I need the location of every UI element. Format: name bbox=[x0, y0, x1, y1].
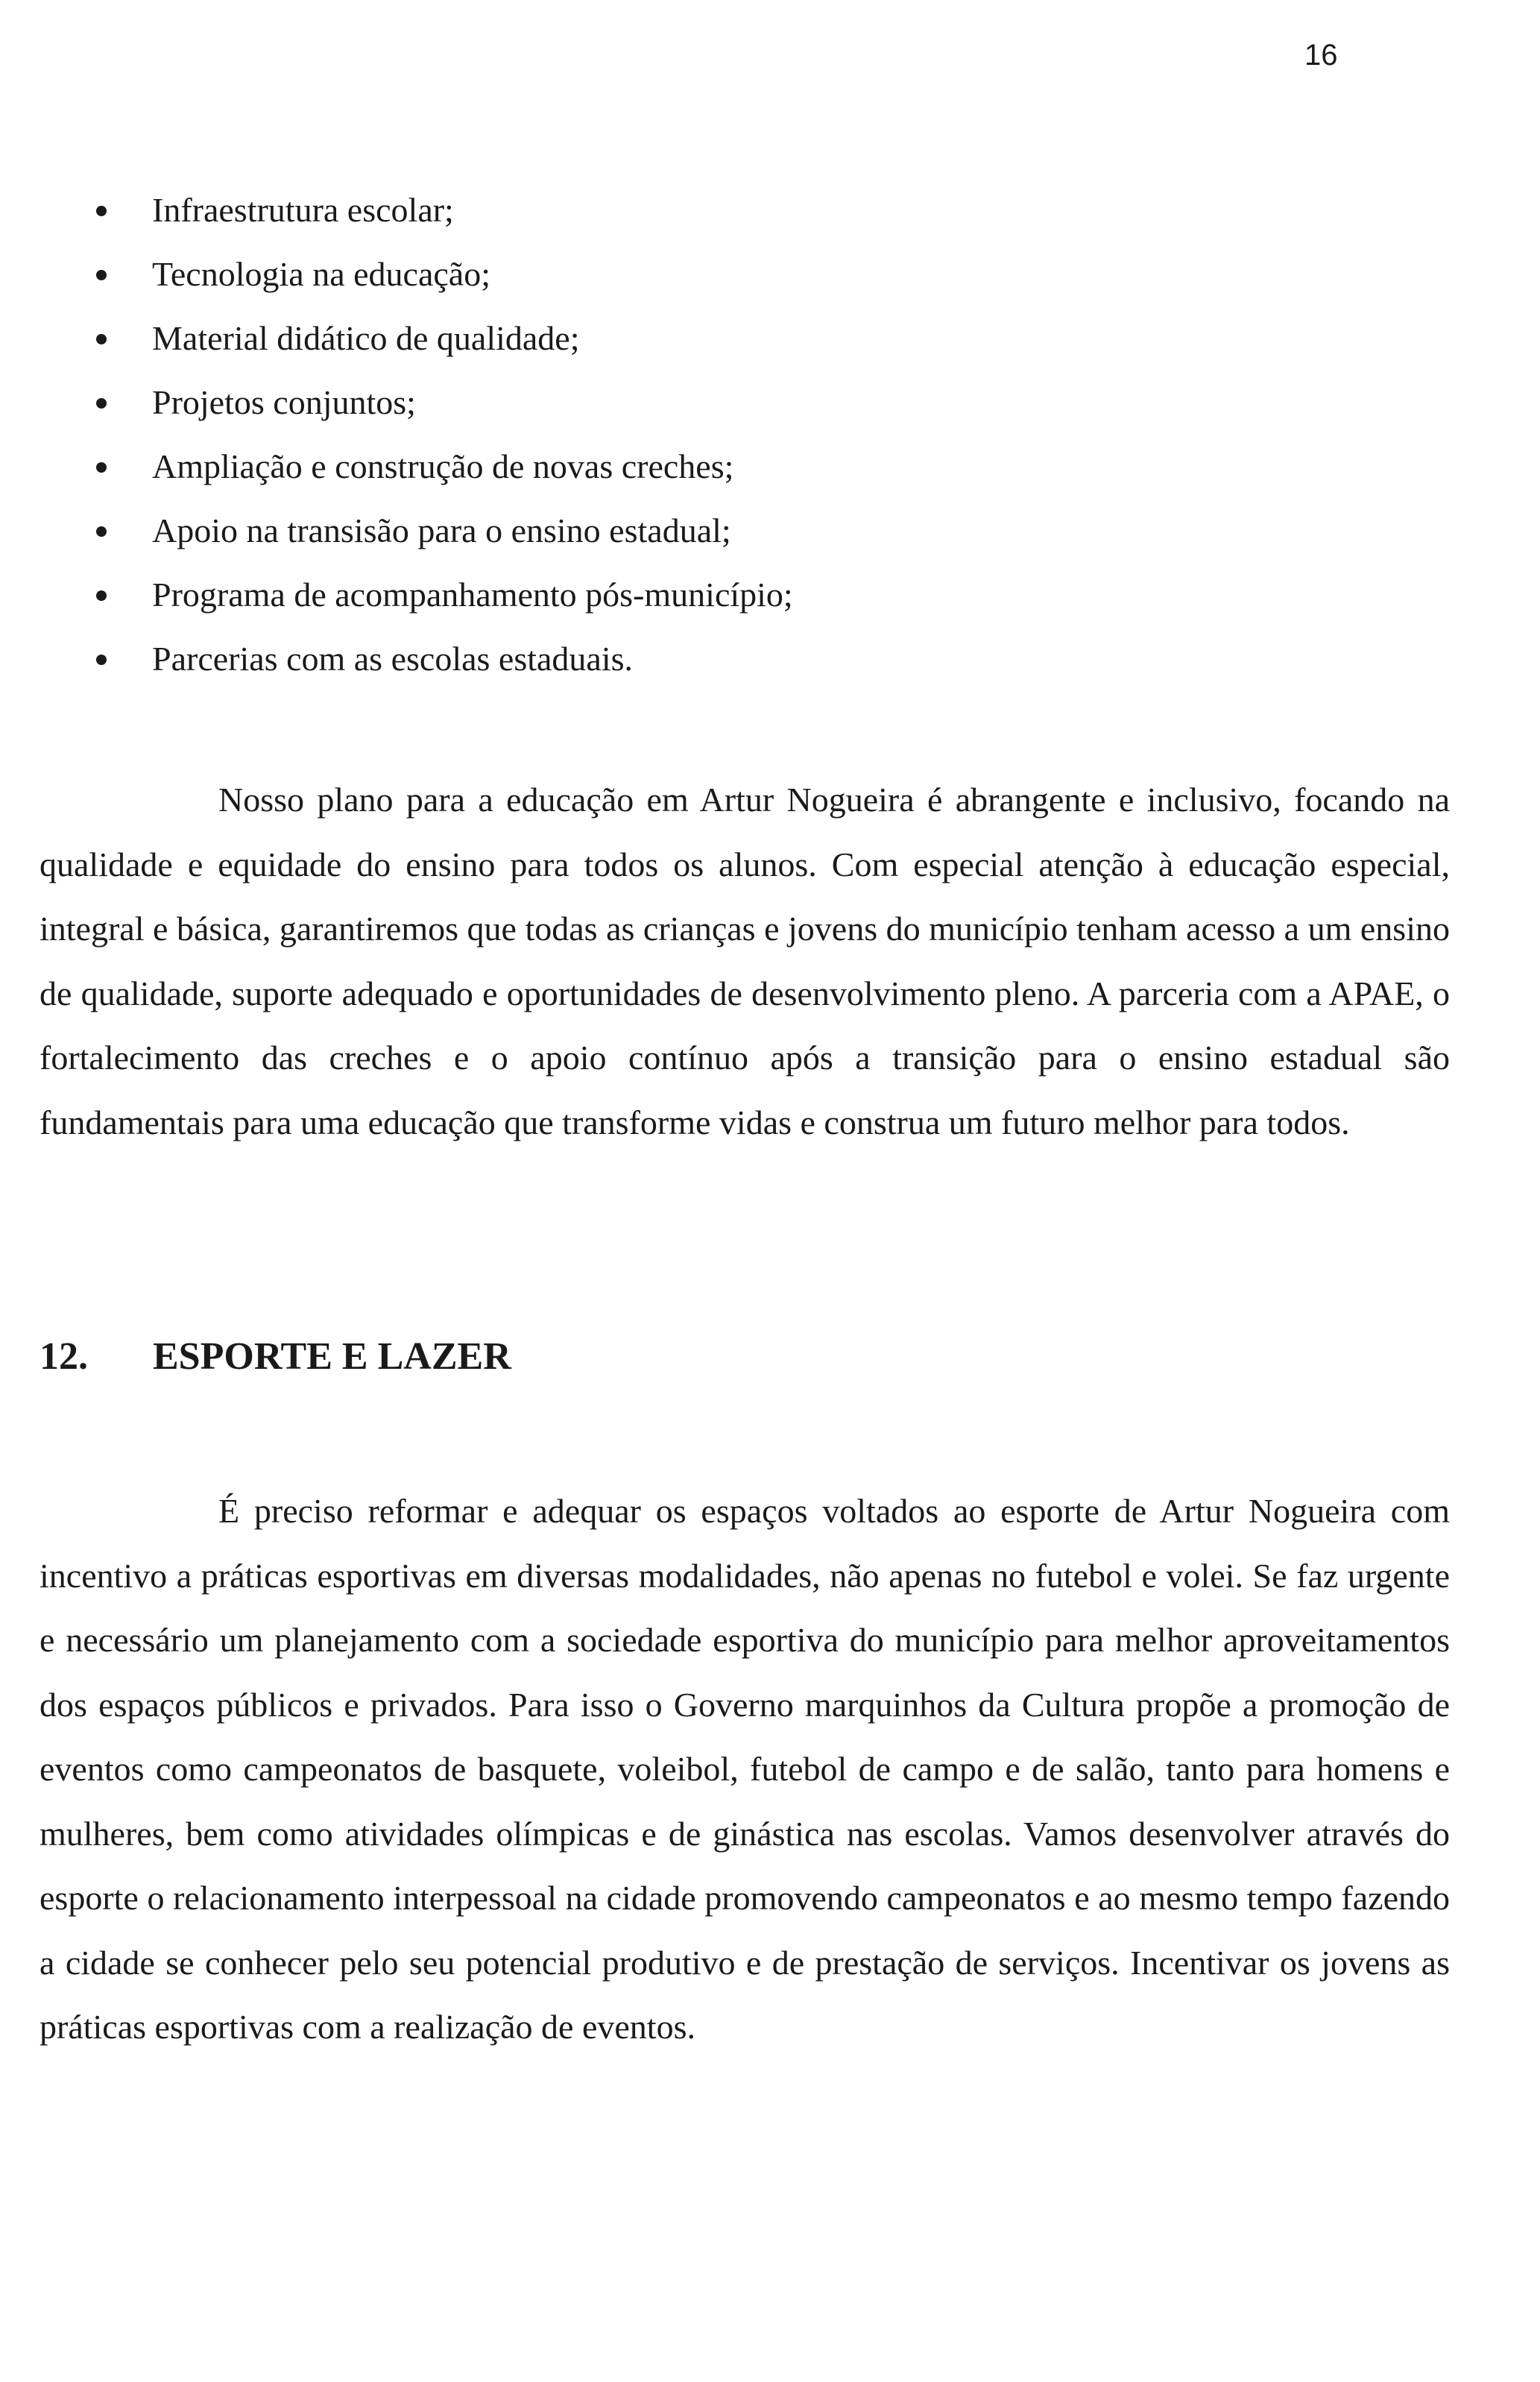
list-item bbox=[0, 629, 793, 693]
bullet-icon bbox=[96, 590, 107, 601]
bullet-icon bbox=[96, 655, 107, 665]
bullet-icon bbox=[96, 526, 107, 537]
list-item-text: Projetos conjuntos; bbox=[152, 383, 416, 421]
page-number: 16 bbox=[1304, 39, 1338, 72]
list-item-text: Material didático de qualidade; bbox=[152, 319, 580, 357]
bullet-icon bbox=[96, 462, 107, 473]
list-item-text: Ampliação e construção de novas creches; bbox=[152, 447, 734, 485]
list-item-text: Tecnologia na educação; bbox=[152, 255, 490, 293]
list-item-text: Parcerias com as escolas estaduais. bbox=[152, 640, 634, 678]
list-item bbox=[0, 437, 793, 501]
list-item-text: Apoio na transisão para o ensino estadual; bbox=[152, 511, 731, 549]
list-item-text: Infraestrutura escolar; bbox=[152, 191, 454, 229]
bullet-icon bbox=[96, 206, 107, 216]
list-item-text: Programa de acompanhamento pós-município; bbox=[152, 576, 793, 614]
list-item bbox=[0, 501, 793, 565]
bullet-list bbox=[0, 180, 793, 693]
list-item bbox=[0, 245, 793, 309]
bullet-icon bbox=[96, 334, 107, 344]
section-title: ESPORTE E LAZER bbox=[153, 1335, 511, 1378]
list-item bbox=[0, 565, 793, 629]
list-item bbox=[0, 373, 793, 437]
education-summary-paragraph: Nosso plano para a educação em Artur Nogueira é abrangente e inclusivo, focando na qualidade e equidade do ensino para todos os alunos. Com especial atenção à educação especial, integral e básica, garantiremos que todas as crianças e jovens do município tenham acesso a um ensino de qualidade, suporte adequado e oportunidades de desenvolvimento pleno. A parceria com a APAE, o fortalecimento das creches e o apoio contínuo após a transição para o ensino estadual são fundamentais para uma educação que transforme vidas e construa um futuro melhor para todos. bbox=[40, 781, 1450, 1141]
sports-paragraph: É preciso reformar e adequar os espaços voltados ao esporte de Artur Nogueira com incentivo a práticas esportivas em diversas modalidades, não apenas no futebol e volei. Se faz urgente e necessário um planejamento com a sociedade esportiva do município para melhor aproveitamentos dos espaços públicos e privados. Para isso o Governo marquinhos da Cultura propõe a promoção de eventos como campeonatos de basquete, voleibol, futebol de campo e de salão, tanto para homens e mulheres, bem como atividades olímpicas e de ginástica nas escolas. Vamos desenvolver através do esporte o relacionamento interpessoal na cidade promovendo campeonatos e ao mesmo tempo fazendo a cidade se conhecer pelo seu potencial produtivo e de prestação de serviços. Incentivar os jovens as práticas esportivas com a realização de eventos. bbox=[40, 1492, 1450, 2046]
list-item bbox=[0, 180, 793, 245]
bullet-icon bbox=[96, 270, 107, 280]
bullet-icon bbox=[96, 398, 107, 409]
section-heading bbox=[40, 1327, 511, 1387]
section-number: 12. bbox=[40, 1335, 88, 1378]
list-item bbox=[0, 309, 793, 373]
